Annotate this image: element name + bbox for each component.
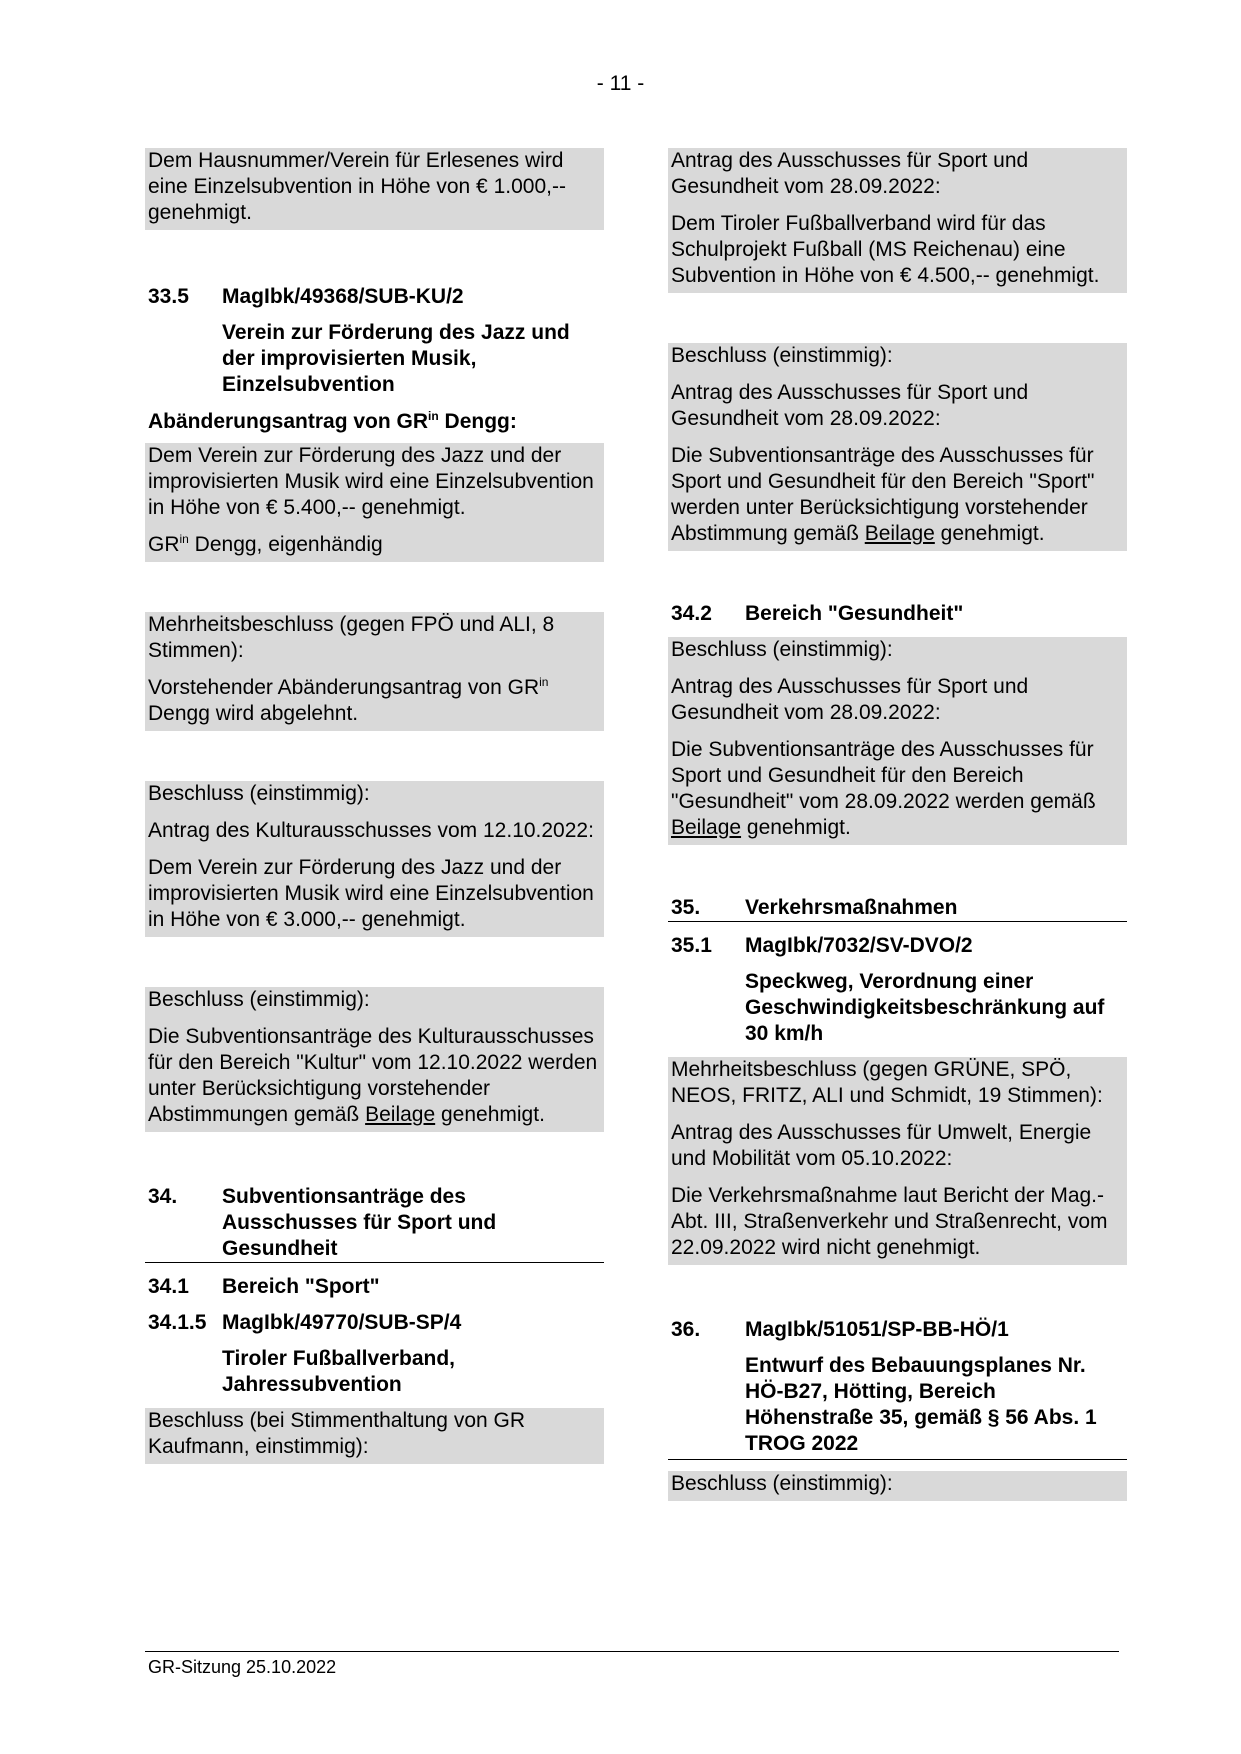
text-b: genehmigt. (741, 816, 851, 839)
left-column (145, 148, 604, 1464)
paragraph: Mehrheitsbeschluss (gegen FPÖ und ALI, 8 Stimmen): (148, 613, 555, 662)
resolution-box (145, 987, 604, 1132)
resolution-box (145, 1408, 604, 1464)
paragraph: Antrag des Ausschusses für Umwelt, Energie und Mobilität vom 05.10.2022: (671, 1121, 1092, 1170)
item-title: Entwurf des Bebauungsplanes Nr. HÖ-B27, Hötting, Bereich Höhenstraße 35, gemäß § 56 Abs. 1 TROG 2022 (668, 1353, 1127, 1460)
paragraph: Die Verkehrsmaßnahme laut Bericht der Mag.-Abt. III, Straßenverkehr und Straßenrecht, vom 22.09.2022 wird nicht genehmigt. (671, 1184, 1108, 1259)
item-number: 36. (671, 1318, 701, 1341)
paragraph: Antrag des Ausschusses für Sport und Gesundheit vom 28.09.2022: (671, 381, 1029, 430)
paragraph: Antrag des Kulturausschusses vom 12.10.2022: (148, 819, 594, 842)
text-a: Die Subventionsanträge des Ausschusses für Sport und Gesundheit für den Bereich "Sport" werden unter Berücksichtigung vorstehender Abstimmung gemäß (671, 444, 1095, 545)
text-a: Vorstehender Abänderungsantrag von GR (148, 676, 540, 699)
resolution-box (668, 148, 1127, 293)
item-title: Bereich "Sport" (222, 1275, 380, 1298)
amendment-heading-sup: in (428, 409, 439, 423)
beilage-link[interactable]: Beilage (365, 1103, 436, 1126)
paragraph: Beschluss (einstimmig): (671, 344, 893, 367)
resolution-box (668, 637, 1127, 845)
item-title: Tiroler Fußballverband, Jahressubvention (222, 1347, 455, 1396)
item-number: 33.5 (148, 285, 189, 308)
paragraph: Dem Hausnummer/Verein für Erlesenes wird eine Einzelsubvention in Höhe von € 1.000,-- genehmigt. (148, 149, 566, 224)
agenda-item-36 (668, 1317, 1127, 1343)
resolution-box (668, 1057, 1127, 1265)
amendment-heading-b: Dengg: (438, 410, 517, 433)
paragraph: Antrag des Ausschusses für Sport und Gesundheit vom 28.09.2022: (671, 149, 1029, 198)
item-number: 35.1 (671, 934, 712, 957)
signature (148, 532, 601, 558)
paragraph: Dem Verein zur Förderung des Jazz und der improvisierten Musik wird eine Einzelsubvention in Höhe von € 5.400,-- genehmigt. (148, 444, 594, 519)
resolution-box (145, 781, 604, 937)
agenda-item-34-1-5 (145, 1310, 604, 1336)
item-reference: MagIbk/49368/SUB-KU/2 (222, 285, 464, 308)
item-title: Speckweg, Verordnung einer Geschwindigkeitsbeschränkung auf 30 km/h (745, 970, 1105, 1045)
amendment-heading (145, 409, 604, 435)
signature-sup: in (179, 532, 189, 546)
paragraph: Beschluss (einstimmig): (671, 1472, 893, 1495)
agenda-item-34 (145, 1184, 604, 1263)
agenda-item-34-1 (145, 1274, 604, 1300)
agenda-item-35 (668, 895, 1127, 922)
text-sup: in (539, 675, 549, 689)
beilage-link[interactable]: Beilage (671, 816, 742, 839)
agenda-item-33-5 (145, 284, 604, 310)
text-a: Die Subventionsanträge des Kulturausschusses für den Bereich "Kultur" vom 12.10.2022 werden unter Berücksichtigung vorstehender Abstimmungen gemäß (148, 1025, 598, 1126)
item-number: 34.2 (671, 602, 712, 625)
item-title: Bereich "Gesundheit" (745, 602, 964, 625)
item-number: 34. (148, 1185, 178, 1208)
text-b: genehmigt. (934, 522, 1045, 545)
item-number: 35. (671, 896, 701, 919)
paragraph: Dem Tiroler Fußballverband wird für das Schulprojekt Fußball (MS Reichenau) eine Subvention in Höhe von € 4.500,-- genehmigt. (671, 212, 1100, 287)
item-number: 34.1.5 (148, 1311, 207, 1334)
paragraph: Beschluss (einstimmig): (148, 988, 370, 1011)
agenda-item-34-2 (668, 601, 1127, 627)
page-number: - 11 - (596, 72, 645, 95)
paragraph (148, 1024, 601, 1128)
paragraph (148, 675, 601, 727)
paragraph (671, 443, 1124, 547)
paragraph: Beschluss (einstimmig): (148, 782, 370, 805)
text-b: genehmigt. (435, 1103, 545, 1126)
paragraph: Antrag des Ausschusses für Sport und Gesundheit vom 28.09.2022: (671, 675, 1029, 724)
agenda-item-35-1 (668, 933, 1127, 959)
signature-b: Dengg, eigenhändig (188, 533, 383, 556)
resolution-box (668, 1471, 1127, 1501)
item-title: Verein zur Förderung des Jazz und der improvisierten Musik, Einzelsubvention (222, 321, 570, 396)
resolution-box (668, 343, 1127, 551)
item-reference: MagIbk/51051/SP-BB-HÖ/1 (745, 1318, 1009, 1341)
amendment-box (145, 443, 604, 562)
paragraph: Beschluss (bei Stimmenthaltung von GR Kaufmann, einstimmig): (148, 1409, 526, 1458)
paragraph: Dem Verein zur Förderung des Jazz und der improvisierten Musik wird eine Einzelsubvention in Höhe von € 3.000,-- genehmigt. (148, 856, 594, 931)
amendment-heading-a: Abänderungsantrag von GR (148, 410, 429, 433)
beilage-link[interactable]: Beilage (864, 522, 935, 545)
text-a: Die Subventionsanträge des Ausschusses für Sport und Gesundheit für den Bereich "Gesundheit" vom 28.09.2022 werden gemäß (671, 738, 1096, 813)
text-b: Dengg wird abgelehnt. (148, 702, 359, 725)
paragraph: Beschluss (einstimmig): (671, 638, 893, 661)
footer-text: GR-Sitzung 25.10.2022 (148, 1657, 337, 1677)
resolution-box (145, 612, 604, 731)
footer-divider (145, 1651, 1119, 1652)
item-reference: MagIbk/7032/SV-DVO/2 (745, 934, 973, 957)
paragraph: Mehrheitsbeschluss (gegen GRÜNE, SPÖ, NEOS, FRITZ, ALI und Schmidt, 19 Stimmen): (671, 1058, 1103, 1107)
item-number: 34.1 (148, 1275, 189, 1298)
item-title: Subventionsanträge des Ausschusses für Sport und Gesundheit (222, 1185, 497, 1260)
paragraph (671, 737, 1124, 841)
resolution-box (145, 148, 604, 230)
item-reference: MagIbk/49770/SUB-SP/4 (222, 1311, 462, 1334)
item-title: Verkehrsmaßnahmen (745, 896, 958, 919)
right-column (668, 148, 1127, 1501)
signature-a: GR (148, 533, 180, 556)
